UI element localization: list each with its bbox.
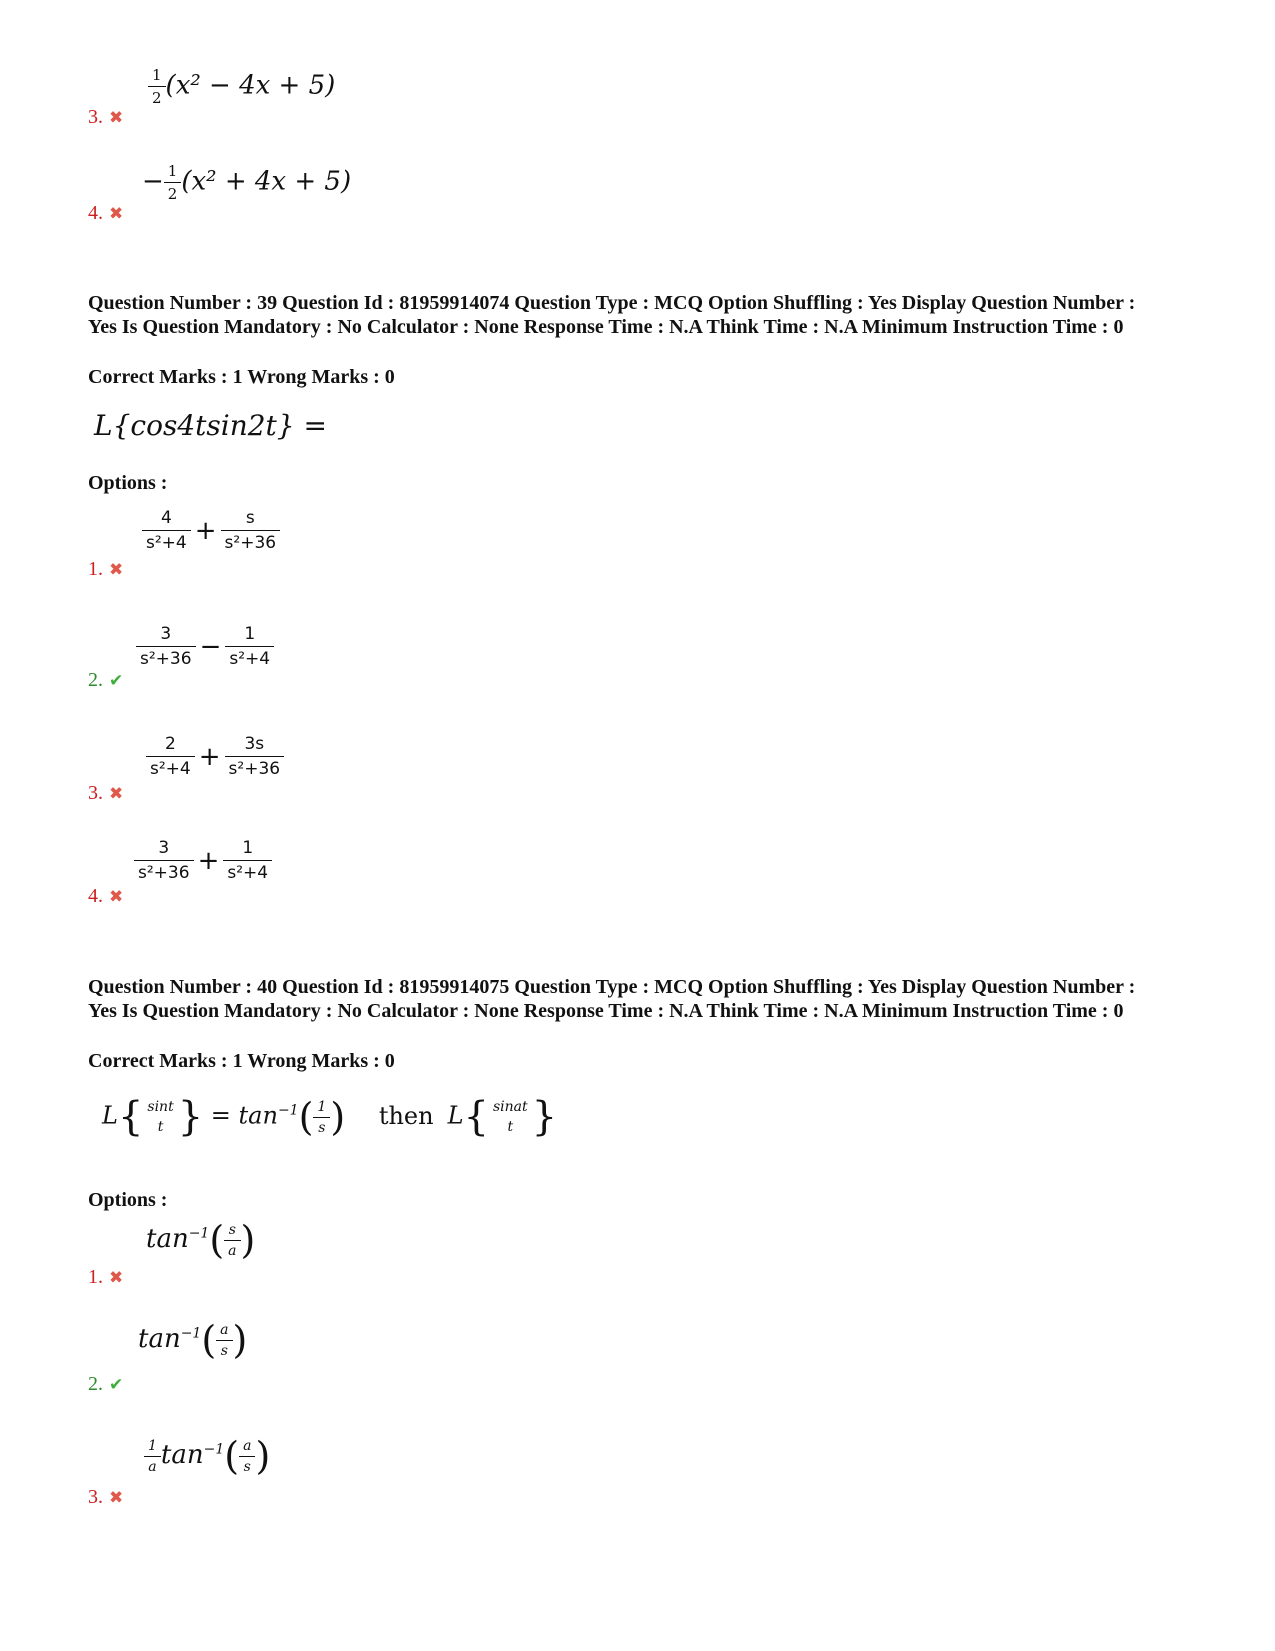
q39-option-3-expr: $\frac{2}{\text{s²+4}}$ + $\frac{3s}{\text{s²+36}}$: [146, 734, 284, 779]
question-39-options-label: Options :: [88, 472, 168, 494]
cross-icon: ✖: [109, 887, 124, 906]
check-icon: ✔: [109, 1375, 124, 1394]
q40-option-3[interactable]: [88, 1486, 123, 1509]
q39-option-4[interactable]: [88, 885, 123, 908]
cross-icon: ✖: [109, 1268, 124, 1287]
cross-icon: ✖: [109, 204, 124, 223]
question-40-options-label: Options :: [88, 1189, 168, 1211]
cross-icon: ✖: [109, 784, 124, 803]
question-40-header: Question Number : 40 Question Id : 81959914075 Question Type : MCQ Option Shuffling : Yes Display Question Number : Yes Is Question Mandatory : No Calculator : None Response Time : N.A Think Time : N.A Minimum Instruction Time : 0: [88, 976, 1136, 1022]
option-number: 3.: [88, 1486, 103, 1508]
option-number: 3.: [88, 782, 103, 804]
cross-icon: ✖: [109, 560, 124, 579]
question-40-marks: Correct Marks : 1 Wrong Marks : 0: [88, 1050, 395, 1072]
q39-option-4-expr: $\frac{3}{\text{s²+36}}$ + $\frac{1}{\text{s²+4}}$: [134, 838, 272, 883]
q40-option-2-expr: $\tan^{-1}$( $\frac{a}{s}$ ): [138, 1318, 248, 1362]
question-39-marks: Correct Marks : 1 Wrong Marks : 0: [88, 366, 395, 388]
question-40-stem: L{ sint t } = $\tan^{-1}$( $\frac{1}{s}$ ) then L{ sinat t }: [102, 1094, 558, 1140]
option-number: 1.: [88, 558, 103, 580]
option-number: 4.: [88, 202, 103, 224]
option-number: 2.: [88, 1373, 103, 1395]
option-number: 4.: [88, 885, 103, 907]
q39-option-1[interactable]: [88, 558, 123, 581]
q39-option-3[interactable]: [88, 782, 123, 805]
q40-option-1-expr: $\tan^{-1}$( $\frac{s}{a}$ ): [146, 1218, 256, 1262]
prev-option-4-expr: − $\frac{1}{2}$ (x² + 4x + 5): [142, 162, 352, 203]
prev-option-4[interactable]: [88, 202, 123, 225]
option-number: 2.: [88, 669, 103, 691]
check-icon: ✔: [109, 671, 124, 690]
q39-option-2-expr: $\frac{3}{\text{s²+36}}$ − $\frac{1}{\text{s²+4}}$: [136, 624, 274, 669]
q40-option-3-expr: $\frac{1}{a}$ $\tan^{-1}$( $\frac{a}{s}$ ): [144, 1434, 270, 1478]
prev-option-3[interactable]: [88, 106, 123, 129]
question-39-header: Question Number : 39 Question Id : 81959914074 Question Type : MCQ Option Shuffling : Yes Display Question Number : Yes Is Question Mandatory : No Calculator : None Response Time : N.A Think Time : N.A Minimum Instruction Time : 0: [88, 292, 1136, 338]
cross-icon: ✖: [109, 108, 124, 127]
option-number: 1.: [88, 1266, 103, 1288]
q39-option-1-expr: $\frac{4}{\text{s²+4}}$ + $\frac{s}{\text{s²+36}}$: [142, 508, 280, 553]
prev-option-3-expr: $\frac{1}{2}$ (x² − 4x + 5): [148, 66, 335, 107]
q40-option-1[interactable]: [88, 1266, 123, 1289]
q40-option-2[interactable]: [88, 1373, 123, 1396]
q39-option-2[interactable]: [88, 669, 123, 692]
question-39-stem: L{cos4tsin2t} =: [94, 409, 327, 442]
option-number: 3.: [88, 106, 103, 128]
cross-icon: ✖: [109, 1488, 124, 1507]
